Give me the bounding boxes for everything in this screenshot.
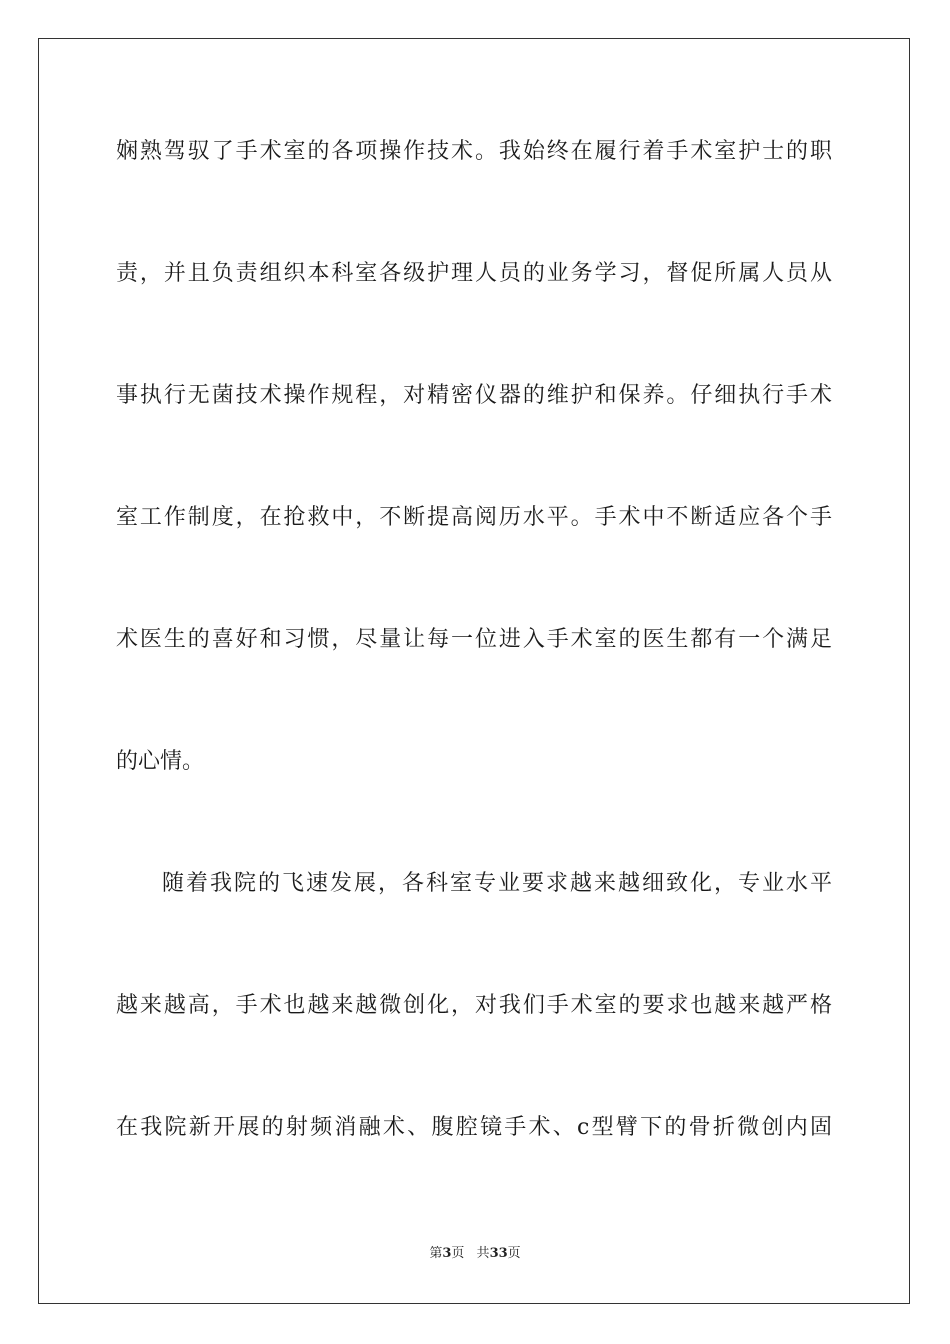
page-footer [0,1246,950,1262]
text-line-8: 越来越高，手术也越来越微创化，对我们手术室的要求也越来越严格 [116,993,832,1018]
text-line-4: 室工作制度，在抢救中，不断提高阅历水平。手术中不断适应各个手 [116,505,832,530]
text-line-2: 责，并且负责组织本科室各级护理人员的业务学习，督促所属人员从 [116,261,832,286]
text-line-3: 事执行无菌技术操作规程，对精密仪器的维护和保养。仔细执行手术 [116,383,832,408]
text-line-9: 在我院新开展的射频消融术、腹腔镜手术、c型臂下的骨折微创内固 [116,1115,832,1140]
text-line-7-indented: 随着我院的飞速发展，各科室专业要求越来越细致化，专业水平 [162,871,832,896]
total-pages-indicator: 共33页 [476,1246,521,1261]
page-indicator: 第3页 [429,1246,465,1261]
text-line-1: 娴熟驾驭了手术室的各项操作技术。我始终在履行着手术室护士的职 [116,139,832,164]
text-line-5: 术医生的喜好和习惯，尽量让每一位进入手术室的医生都有一个满足 [116,627,832,652]
text-line-6: 的心情。 [116,749,205,774]
